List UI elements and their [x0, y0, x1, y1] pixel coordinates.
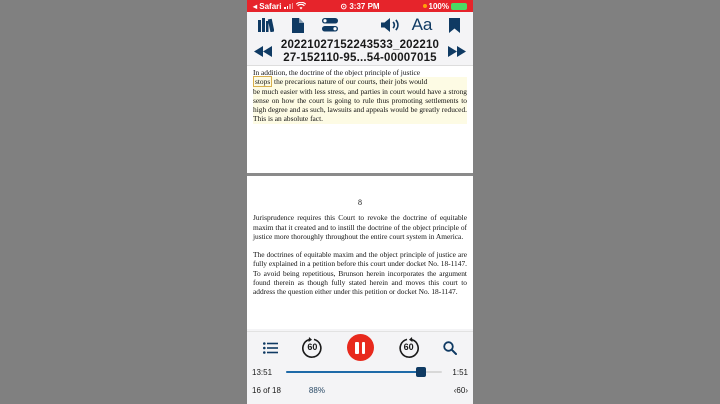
text-line: In addition, the doctrine of the object principle of justice — [253, 68, 421, 77]
document-title — [281, 39, 439, 65]
signal-icon — [284, 3, 293, 9]
skip-back-button[interactable] — [301, 337, 323, 359]
wifi-icon — [296, 2, 306, 10]
skip-forward-seconds: 60 — [403, 341, 414, 352]
status-bar — [247, 0, 473, 12]
back-to-safari[interactable]: ◂ Safari — [253, 1, 282, 11]
bookmark-icon — [449, 18, 460, 33]
mic-indicator-icon — [423, 4, 427, 8]
font-size-icon: Aa — [411, 15, 433, 34]
playback-panel — [247, 331, 473, 404]
bookmark-button[interactable] — [443, 12, 465, 38]
library-button[interactable] — [255, 12, 277, 38]
paragraph: The doctrines of equitable maxim and the object principle of justice are fully explained in a petition before this court under docket No. 18-1147. To avoid being repetitious, Brunson herein incorporates the argument found therein as though fully stated herein and moves this court to address the question either under this petition or docket No. 18-1147. — [253, 250, 467, 297]
title-bar — [247, 38, 473, 66]
search-button[interactable] — [443, 341, 457, 355]
title-line-1: 20221027152243533_202210 — [280, 38, 440, 51]
speed-control[interactable]: ‹60› — [453, 385, 468, 395]
remaining-time: 1:51 — [452, 367, 468, 377]
elapsed-time: 13:51 — [252, 367, 273, 377]
pause-icon-bar — [362, 342, 366, 354]
current-word-highlight: stops — [255, 77, 271, 87]
speaker-icon — [381, 18, 400, 32]
document-page-2 — [247, 176, 473, 329]
percent-complete: 88% — [308, 385, 325, 395]
pause-icon — [355, 342, 359, 354]
title-line-2: 27-152110-95...54-00007015 — [283, 51, 437, 64]
toolbar — [247, 12, 473, 38]
font-size-button[interactable] — [409, 12, 435, 38]
document-page-1 — [247, 66, 473, 173]
speech-button[interactable] — [379, 12, 401, 38]
text-paragraph-rest: be much easier with less stress, and parties in court would have a strong sense on how the court is going to rule thus promoting settlements to high degree and as such, lawsuits and appeals would be greatly reduced. This is an absolute fact. — [253, 86, 467, 124]
library-icon — [258, 18, 274, 32]
orientation-lock-icon: ⊙ — [340, 1, 348, 11]
slider-knob[interactable] — [416, 367, 426, 377]
search-icon — [443, 341, 457, 355]
page-position: 16 of 18 — [252, 385, 281, 395]
playback-slider[interactable] — [286, 367, 442, 377]
slider-fill — [286, 371, 420, 373]
next-chapter-button[interactable] — [447, 46, 467, 57]
paragraph: Jurisprudence requires this Court to revoke the doctrine of equitable maxim that it created and to instill the doctrine of the object principle of justice more thoroughly throughout the entire court system in America. — [253, 213, 467, 241]
toggle-settings-icon — [322, 18, 338, 32]
pause-button[interactable] — [347, 334, 374, 361]
settings-toggle-button[interactable] — [319, 12, 341, 38]
previous-chapter-button[interactable] — [253, 46, 273, 57]
skip-back-seconds: 60 — [307, 341, 318, 352]
battery-icon — [451, 3, 467, 10]
skip-forward-button[interactable] — [398, 337, 420, 359]
text-line: the precarious nature of our courts, their jobs would — [272, 77, 428, 87]
table-of-contents-button[interactable] — [263, 342, 278, 354]
battery-percent: 100% — [428, 1, 449, 11]
page-number: 8 — [358, 198, 362, 207]
clock: 3:37 PM — [349, 1, 380, 11]
document-icon — [292, 18, 304, 33]
highlighted-sentence[interactable] — [253, 77, 467, 86]
phone-screen — [247, 0, 473, 404]
list-icon — [263, 342, 278, 354]
document-button[interactable] — [287, 12, 309, 38]
